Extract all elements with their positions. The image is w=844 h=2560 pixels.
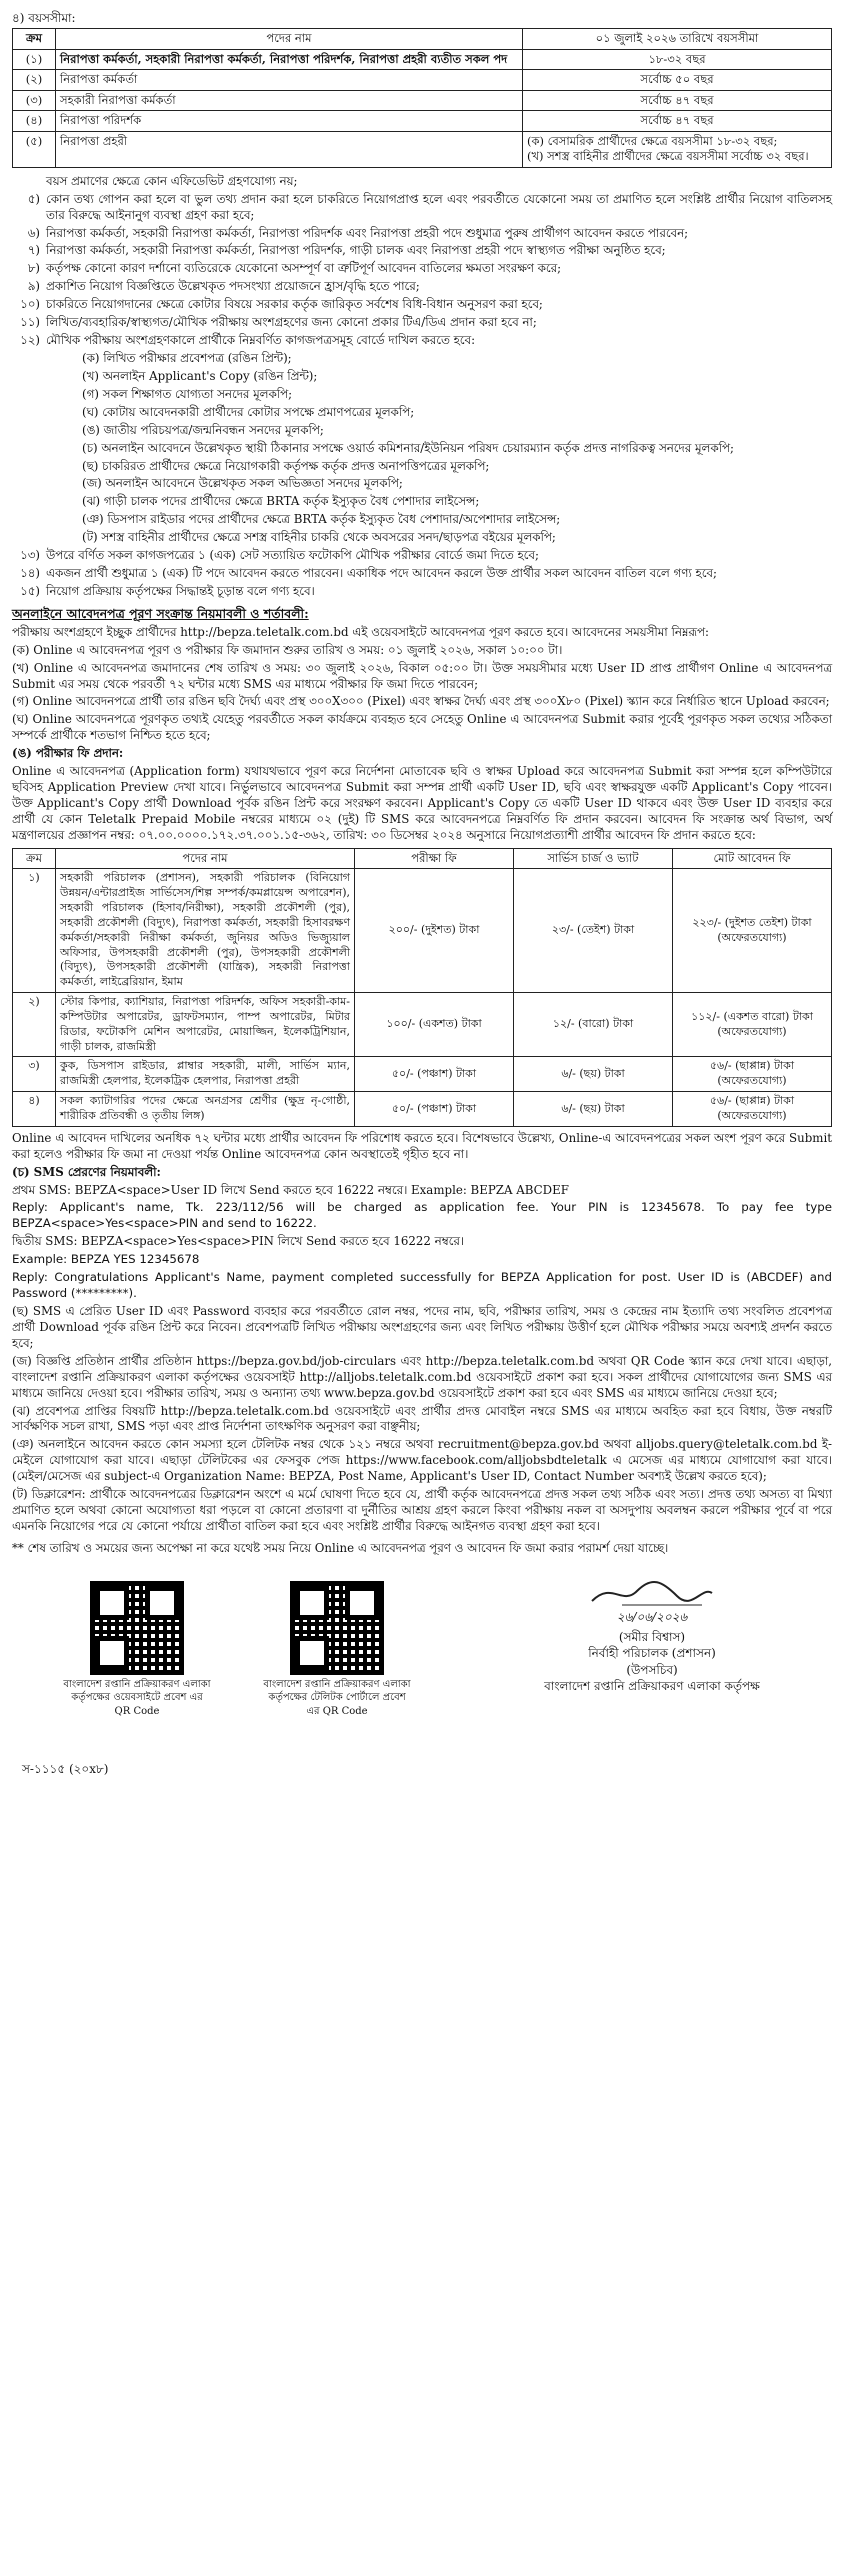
age-row: (২) নিরাপত্তা কর্মকর্তা সর্বোচ্চ ৫০ বছর bbox=[13, 70, 832, 91]
document-item: (ক) লিখিত পরীক্ষার প্রবেশপত্র (রঙিন প্রিন্ট); bbox=[82, 351, 292, 366]
qr-block-website bbox=[62, 1581, 212, 1719]
fee-text: Online এ আবেদনপত্র (Application form) যথাযথভাবে পূরণ করে নির্দেশনা মোতাবেক ছবি ও স্বাক্ষর Upload করে আবেদনপত্র Submit করা সম্পন্ন হলে কম্পিউটারে ছবিসহ Application Preview দেখা যাবে। নির্ভুলভাবে আবেদনপত্র Submit করা সম্পন্ন প্রার্থী একটি User ID, ছবি এবং স্বাক্ষরযুক্ত একটি Applicant's Copy পাবেন। উক্ত Applicant's Copy প্রার্থী Download পূর্বক রঙিন প্রিন্ট করে সংরক্ষণ করবেন। Applicant's Copy তে একটি User ID থাকবে এবং উক্ত User ID ব্যবহার করে প্রার্থী যে কোন Teletalk Prepaid Mobile নম্বরের মাধ্যমে ০২ (দুই) টি SMS করে আবেদনপত্রে নিম্নবর্ণিত ফি প্রদান করবেন। আবেদন ফি সংক্রান্ত অর্থ বিভাগ, অর্থ মন্ত্রণালয়ের প্রজ্ঞাপন নম্বর: ০৭.০০.০০০০.১৭২.৩৭.০০১.১৫-৩৬২, তারিখ: ৩০ ডিসেম্বর ২০২৪ অনুসারে নিয়োগপ্রত্যাশী প্রার্থীর আবেদন ফি প্রদান করতে হবে: bbox=[12, 764, 832, 842]
online-start-date: (ক) Online এ আবেদনপত্র পূরণ ও পরীক্ষার ফি জমাদান শুরুর তারিখ ও সময়: ০১ জুলাই ২০২৬, সকাল ১০:০০ টা। bbox=[12, 642, 563, 657]
sms-example-2: Example: BEPZA YES 12345678 bbox=[12, 1252, 200, 1267]
sms-rule-jha: (ঝ) প্রবেশপত্র প্রাপ্তির বিষয়টি http://bepza.teletalk.com.bd ওয়েবসাইটে এবং প্রার্থীর প্রদত্ত মোবাইল নম্বরে SMS এর মাধ্যমে অবহিত করা হবে বিধায়, উক্ত নম্বরটি সার্বক্ষণিক সচল রাখা, SMS পড়া এবং প্রাপ্ত নির্দেশনা তাৎক্ষণিক অনুসরণ করা বাঞ্ছনীয়; bbox=[12, 1403, 832, 1434]
advice-note: ** শেষ তারিখ ও সময়ের জন্য অপেক্ষা না করে যথেষ্ট সময় নিয়ে Online এ আবেদনপত্র পূরণ ও আবেদন ফি জমা করার পরামর্শ দেয়া যাচ্ছে। bbox=[12, 1540, 669, 1555]
condition-item: ৭) নিরাপত্তা কর্মকর্তা, সহকারী নিরাপত্তা কর্মকর্তা, নিরাপত্তা পরিদর্শক, গাড়ী চালক এবং নিরাপত্তা প্রহরী পদে স্বাস্থ্যগত পরীক্ষা অনুষ্ঠিত হবে; bbox=[27, 243, 666, 258]
conditions-list-2 bbox=[12, 548, 832, 600]
online-accuracy-rule: (ঘ) Online আবেদনপত্রে পূরণকৃত তথ্যই যেহেতু পরবর্তীতে সকল কার্যক্রমে ব্যবহৃত হবে সেহেতু Online এ আবেদনপত্র Submit করার পূর্বেই পূরণকৃত সকল তথ্যের সঠিকতা সম্পর্কে প্রার্থীকে শতভাগ নিশ্চিত হতে হবে; bbox=[12, 712, 832, 743]
condition-item: ৮) কর্তৃপক্ষ কোনো কারণ দর্শানো ব্যতিরেকে যেকোনো অসম্পূর্ণ বা ত্রুটিপূর্ণ আবেদন বাতিলের ক্ষমতা সংরক্ষণ করে; bbox=[27, 261, 562, 276]
document-item: (ঝ) গাড়ী চালক পদের প্রার্থীদের ক্ষেত্রে BRTA কর্তৃক ইস্যুকৃত বৈধ পেশাদার লাইসেন্স; bbox=[82, 494, 480, 509]
age-row: (৪) নিরাপত্তা পরিদর্শক সর্বোচ্চ ৪৭ বছর bbox=[13, 111, 832, 132]
age-row: (৩) সহকারী নিরাপত্তা কর্মকর্তা সর্বোচ্চ ৪৭ বছর bbox=[13, 90, 832, 111]
qr-code-icon[interactable] bbox=[290, 1581, 384, 1675]
sms-heading: (চ) SMS প্রেরণের নিয়মাবলী: bbox=[12, 1164, 161, 1179]
age-row: (১) নিরাপত্তা কর্মকর্তা, সহকারী নিরাপত্তা কর্মকর্তা, নিরাপত্তা পরিদর্শক, নিরাপত্তা প্রহরী ব্যতীত সকল পদ ১৮-৩২ বছর bbox=[13, 49, 832, 70]
document-item: (খ) অনলাইন Applicant's Copy (রঙিন প্রিন্ট); bbox=[82, 368, 318, 383]
condition-item: ৯) প্রকাশিত নিয়োগ বিজ্ঞপ্তিতে উল্লেখকৃত পদসংখ্যা প্রয়োজনে হ্রাস/বৃদ্ধি হতে পারে; bbox=[27, 279, 420, 294]
notice-page bbox=[12, 0, 832, 1781]
online-photo-rule: (গ) Online আবেদনপত্রে প্রার্থী তার রঙিন ছবি দৈর্ঘ্য এবং প্রস্থ ৩০০X৩০০ (Pixel) এবং স্বাক্ষর দৈর্ঘ্য এবং প্রস্থ ৩০০X৮০ (Pixel) স্ক্যান করে নির্ধারিত স্থানে Upload করবেন; bbox=[12, 694, 830, 709]
document-item: (ঘ) কোটায় আবেদনকারী প্রার্থীদের কোটার সপক্ষে প্রমাণপত্রের মূলকপি; bbox=[82, 404, 415, 419]
document-item: (ঙ) জাতীয় পরিচয়পত্র/জন্মনিবন্ধন সনদের মূলকপি; bbox=[82, 422, 324, 437]
fee-row: ৪) সকল ক্যাটাগরির পদের ক্ষেত্রে অনগ্রসর শ্রেণীর (ক্ষুদ্র নৃ-গোষ্ঠী, শারীরিক প্রতিবন্ধী ও তৃতীয় লিঙ্গ) ৫০/- (পঞ্চাশ) টাকা ৬/- (ছয়) টাকা ৫৬/- (ছাপ্পান্ন) টাকা (অফেরতযোগ্য) bbox=[13, 1092, 832, 1127]
fee-row: ২) স্টোর কিপার, ক্যাশিয়ার, নিরাপত্তা পরিদর্শক, অফিস সহকারী-কাম-কম্পিউটার অপারেটর, ড্রাফটসম্যান, পাম্প অপারেটর, মিটার রিডার, ফটোকপি মেশিন অপারেটর, মোয়াজ্জিন, ইলেকট্রিশিয়ান, গাড়ী চালক, রাজমিস্ত্রী ১০০/- (একশত) টাকা ১২/- (বারো) টাকা ১১২/- (একশত বারো) টাকা (অফেরতযোগ্য) bbox=[13, 993, 832, 1057]
signatory-name: (সমীর বিশ্বাস) bbox=[618, 1630, 686, 1645]
online-heading: অনলাইনে আবেদনপত্র পূরণ সংক্রান্ত নিয়মাবলী ও শর্তাবলী: bbox=[12, 605, 309, 621]
fee-table: ক্রম পদের নাম পরীক্ষা ফি সার্ভিস চার্জ ও ভ্যাট মোট আবেদন ফি ১) সহকারী পরিচালক (প্রশাসন), সহকারী পরিচালক (বিনিয়োগ উন্নয়ন/এন্টারপ্রাইজ সার্ভিসেস/শিল্প সম্পর্ক/কমপ্লায়েন্স অপারেশন), সহকারী পরিচালক (হিসাব/নিরীক্ষা), সহকারী প্রকৌশলী (পুর), সহকারী প্রকৌশলী (বিদ্যুৎ), নিরাপত্তা কর্মকর্তা, সহকারী হিসাবরক্ষণ কর্মকর্তা/সহকারী নিরীক্ষা কর্মকর্তা, জুনিয়র অডিও ভিজ্যুয়াল অফিসার, উপসহকারী প্রকৌশলী (পুর), উপসহকারী প্রকৌশলী (বিদ্যুৎ), উপসহকারী প্রকৌশলী (যান্ত্রিক), সহকারী নিরাপত্তা কর্মকর্তা, লাইব্রেরিয়ান, ইমাম ২০০/- (দুইশত) টাকা ২৩/- (তেইশ) টাকা ২২৩/- (দুইশত তেইশ) টাকা (অফেরতযোগ্য) ২) স্টোর কিপার, ক্যাশিয়ার, নিরাপত্তা পরিদর্শক, অফিস সহকারী-কাম-কম্পিউটার অপারেটর, ড্রাফটসম্যান, পাম্প অপারেটর, মিটার রিডার, ফটোকপি মেশিন অপারেটর, মোয়াজ্জিন, ইলেকট্রিশিয়ান, গাড়ী চালক, রাজমিস্ত্রী ১০০/- (একশত) টাকা ১২/- (বারো) টাকা ১১২/- (একশত বারো) টাকা (অফেরতযোগ্য) ৩) কুক, ডিসপাস রাইডার, প্লাম্বার সহকারী, মালী, সার্ভিস ম্যান, রাজমিস্ত্রী হেলপার, ইলেকট্রিক হেলপার, নিরাপত্তা প্রহরী ৫০/- (পঞ্চাশ) টাকা ৬/- (ছয়) টাকা ৫৬/- (ছাপ্পান্ন) টাকা (অফেরতযোগ্য) ৪) সকল ক্যাটাগরির পদের ক্ষেত্রে অনগ্রসর শ্রেণীর (ক্ষুদ্র নৃ-গোষ্ঠী, শারীরিক প্রতিবন্ধী ও তৃতীয় লিঙ্গ) ৫০/- (পঞ্চাশ) টাকা ৬/- (ছয়) টাকা ৫৬/- (ছাপ্পান্ন) টাকা (অফেরতযোগ্য) bbox=[12, 848, 832, 1127]
signatory-org: বাংলাদেশ রপ্তানি প্রক্রিয়াকরণ এলাকা কর্তৃপক্ষ bbox=[544, 1678, 760, 1693]
condition-item: ১৩) উপরে বর্ণিত সকল কাগজপত্রের ১ (এক) সেট সত্যায়িত ফটোকপি মৌখিক পরীক্ষার বোর্ডে জমা দিতে হবে; bbox=[20, 548, 539, 563]
condition-item: ১৪) একজন প্রার্থী শুধুমাত্র ১ (এক) টি পদে আবেদন করতে পারবেন। একাধিক পদে আবেদন করলে উক্ত প্রার্থীর সকল আবেদন বাতিল বলে গণ্য হবে; bbox=[20, 566, 717, 581]
condition-item: ১২) মৌখিক পরীক্ষায় অংশগ্রহণকালে প্রার্থীকে নিম্নবর্ণিত কাগজপত্রসমূহ বোর্ডে দাখিল করতে হবে: bbox=[20, 333, 476, 348]
age-th-no: ক্রম bbox=[13, 29, 56, 50]
qr-code-icon[interactable] bbox=[90, 1581, 184, 1675]
signature-date: ২৬/০৬/২০২৬ bbox=[616, 1610, 688, 1625]
signatory-rank: (উপসচিব) bbox=[626, 1662, 678, 1677]
fee-row: ১) সহকারী পরিচালক (প্রশাসন), সহকারী পরিচালক (বিনিয়োগ উন্নয়ন/এন্টারপ্রাইজ সার্ভিসেস/শিল্প সম্পর্ক/কমপ্লায়েন্স অপারেশন), সহকারী পরিচালক (হিসাব/নিরীক্ষা), সহকারী প্রকৌশলী (পুর), সহকারী প্রকৌশলী (বিদ্যুৎ), নিরাপত্তা কর্মকর্তা, সহকারী হিসাবরক্ষণ কর্মকর্তা/সহকারী নিরীক্ষা কর্মকর্তা, জুনিয়র অডিও ভিজ্যুয়াল অফিসার, উপসহকারী প্রকৌশলী (পুর), উপসহকারী প্রকৌশলী (বিদ্যুৎ), উপসহকারী প্রকৌশলী (যান্ত্রিক), সহকারী নিরাপত্তা কর্মকর্তা, লাইব্রেরিয়ান, ইমাম ২০০/- (দুইশত) টাকা ২৩/- (তেইশ) টাকা ২২৩/- (দুইশত তেইশ) টাকা (অফেরতযোগ্য) bbox=[13, 869, 832, 993]
condition-item: ১০) চাকরিতে নিয়োগদানের ক্ষেত্রে কোটার বিষয়ে সরকার কর্তৃক জারিকৃত সর্বশেষ বিধি-বিধান অনুসরণ করা হবে; bbox=[20, 297, 543, 312]
age-table bbox=[12, 28, 832, 168]
fee-after-text: Online এ আবেদন দাখিলের অনধিক ৭২ ঘন্টার মধ্যে প্রার্থীর আবেদন ফি পরিশোধ করতে হবে। বিশেষভাবে উল্লেখ্য, Online-এ আবেদনপত্রের সকল অংশ পূরণ করে Submit করা হলেও পরীক্ষার ফি জমা না দেওয়া পর্যন্ত Online আবেদনপত্র কোন অবস্থাতেই গৃহীত হবে না। bbox=[12, 1130, 832, 1161]
age-th-post: পদের নাম bbox=[56, 29, 523, 50]
signatory-title: নির্বাহী পরিচালক (প্রশাসন) bbox=[588, 1646, 716, 1661]
reference-number: স-১১১৫ (২০x৮) bbox=[22, 1761, 109, 1776]
sms-reply-2: Reply: Congratulations Applicant's Name, payment completed successfully for BEPZA Application for post. User ID is (ABCDEF) and Password (*********). bbox=[12, 1270, 832, 1301]
signature-block bbox=[502, 1571, 802, 1694]
age-th-age: ০১ জুলাই ২০২৬ তারিখে বয়সসীমা bbox=[523, 29, 832, 50]
sms-second: দ্বিতীয় SMS: BEPZA<space>Yes<space>PIN লিখে Send করতে হবে 16222 নম্বরে। bbox=[12, 1234, 465, 1249]
qr-caption-website: বাংলাদেশ রপ্তানি প্রক্রিয়াকরণ এলাকা কর্তৃপক্ষের ওয়েবসাইটে প্রবেশ এর QR Code bbox=[63, 1678, 211, 1717]
online-intro: পরীক্ষায় অংশগ্রহণে ইচ্ছুক প্রার্থীদের http://bepza.teletalk.com.bd এই ওয়েবসাইটে আবেদনপত্র পূরণ করতে হবে। আবেদনের সময়সীমা নিম্নরূপ: bbox=[12, 624, 709, 639]
age-section-title: ৪) বয়সসীমা: bbox=[12, 11, 76, 25]
declaration-text: (ট) ডিক্লারেশন: প্রার্থীকে আবেদনপত্রের ডিক্লারেশন অংশে এ মর্মে ঘোষণা দিতে হবে যে, প্রার্থী কর্তৃক আবেদনপত্রে প্রদত্ত সকল তথ্য সঠিক এবং সত্য। প্রদত্ত তথ্য অসত্য বা মিথ্যা প্রমাণিত হলে অথবা কোনো অযোগ্যতা ধরা পড়লে বা কোনো প্রতারণা বা দুর্নীতির আশ্রয় গ্রহণ করলে কিংবা পরীক্ষায় নকল বা অসদুপায় অবলম্বন করলে পরীক্ষার পূর্বে বা পরে এমনকি নিয়োগের পরে যে কোনো পর্যায়ে প্রার্থীতা বাতিল করা হবে এবং সংশ্লিষ্ট প্রার্থীর বিরুদ্ধে আইনগত ব্যবস্থা গ্রহণ করা হবে। bbox=[12, 1487, 832, 1533]
age-row: (৫) নিরাপত্তা প্রহরী (ক) বেসামরিক প্রার্থীদের ক্ষেত্রে বয়সসীমা ১৮-৩২ বছর; (খ) সশস্ত্র বাহিনীর প্রার্থীদের ক্ষেত্রে বয়সসীমা সর্বোচ্চ ৩২ বছর। bbox=[13, 131, 832, 167]
condition-item: ১১) লিখিত/ব্যবহারিক/স্বাস্থ্যগত/মৌখিক পরীক্ষায় অংশগ্রহণের জন্য কোনো প্রকার টিএ/ডিএ প্রদান করা হবে না; bbox=[20, 315, 537, 330]
signature-icon bbox=[582, 1571, 722, 1611]
qr-block-portal bbox=[262, 1581, 412, 1719]
sms-rule-ja: (জ) বিজ্ঞপ্তি প্রতিষ্ঠান প্রার্থীর প্রতিষ্ঠান https://bepza.gov.bd/job-circulars এবং http://bepza.teletalk.com.bd অথবা QR Code স্ক্যান করে দেখা যাবে। এছাড়া, বাংলাদেশ রপ্তানি প্রক্রিয়াকরণ এলাকা কর্তৃপক্ষের ওয়েবসাইট http://alljobs.teletalk.com.bd ওয়েবসাইটে প্রকাশ করা হবে। সকল প্রার্থীদের যোগাযোগের জন্য SMS এর মাধ্যমে জানিয়ে দেওয়া হবে। পরীক্ষার তারিখ, সময় ও অন্যান্য তথ্য www.bepza.gov.bd ওয়েবসাইটে প্রকাশ করা হবে এবং SMS এর মাধ্যমে জানিয়ে দেওয়া হবে; bbox=[12, 1353, 832, 1400]
sms-first: প্রথম SMS: BEPZA<space>User ID লিখে Send করতে হবে 16222 নম্বরে। Example: BEPZA ABCDEF bbox=[12, 1182, 569, 1197]
fee-row: ৩) কুক, ডিসপাস রাইডার, প্লাম্বার সহকারী, মালী, সার্ভিস ম্যান, রাজমিস্ত্রী হেলপার, ইলেকট্রিক হেলপার, নিরাপত্তা প্রহরী ৫০/- (পঞ্চাশ) টাকা ৬/- (ছয়) টাকা ৫৬/- (ছাপ্পান্ন) টাকা (অফেরতযোগ্য) bbox=[13, 1057, 832, 1092]
document-item: (গ) সকল শিক্ষাগত যোগ্যতা সনদের মূলকপি; bbox=[82, 386, 293, 401]
online-end-date: (খ) Online এ আবেদনপত্র জমাদানের শেষ তারিখ ও সময়: ৩০ জুলাই ২০২৬, বিকাল ০৫:০০ টা। উক্ত সময়সীমার মধ্যে User ID প্রাপ্ত প্রার্থীগণ Online এ আবেদনপত্র Submit এর সময় থেকে পরবর্তী ৭২ ঘন্টার মধ্যে SMS এর মাধ্যমে পরীক্ষার ফি জমা দিতে পারবেন; bbox=[12, 660, 832, 691]
condition-item: ৫) কোন তথ্য গোপন করা হলে বা ভুল তথ্য প্রদান করা হলে চাকরিতে নিয়োগপ্রাপ্ত হলে এবং পরবর্তীতে যেকোনো সময় তা প্রমাণিত হলে সংশ্লিষ্ট প্রার্থীর নিয়োগ বাতিলসহ তার বিরুদ্ধে আইনানুগ ব্যবস্থা গ্রহণ করা হবে; bbox=[27, 191, 832, 222]
sms-rule-cha: (ছ) SMS এ প্রেরিত User ID এবং Password ব্যবহার করে পরবর্তীতে রোল নম্বর, পদের নাম, ছবি, পরীক্ষার তারিখ, সময় ও কেন্দ্রের নাম ইত্যাদি তথ্য সংবলিত প্রবেশপত্র প্রার্থী Download পূর্বক রঙিন প্রিন্ট করে নিবেন। প্রবেশপত্রটি লিখিত পরীক্ষায় অংশগ্রহণের জন্য এবং লিখিত পরীক্ষায় উত্তীর্ণ হলে মৌখিক পরীক্ষার সময়ে অবশ্যই প্রদর্শন করতে হবে; bbox=[12, 1304, 832, 1350]
condition-item: বয়স প্রমাণের ক্ষেত্রে কোন এফিডেভিট গ্রহণযোগ্য নয়; bbox=[46, 173, 298, 188]
document-item: (ঞ) ডিসপাস রাইডার পদের প্রার্থীদের ক্ষেত্রে BRTA কর্তৃক ইস্যুকৃত বৈধ পেশাদার/অপেশাদার লাইসেন্স; bbox=[82, 512, 561, 527]
document-item: (ছ) চাকরিরত প্রার্থীদের ক্ষেত্রে নিয়োগকারী কর্তৃপক্ষ কর্তৃক প্রদত্ত অনাপত্তিপত্রের মূলকপি; bbox=[82, 458, 490, 473]
sms-rule-nya: (ঞ) অনলাইনে আবেদন করতে কোন সমস্যা হলে টেলিটক নম্বর থেকে ১২১ নম্বরে অথবা recruitment@bepza.gov.bd অথবা alljobs.query@teletalk.com.bd ই-মেইলে যোগাযোগ করা যাবে। এছাড়া টেলিটকের এর ফেসবুক পেজ https://www.facebook.com/alljobsbdteletalk এ মেসেজ এর মাধ্যমে যোগাযোগ করা যাবে। (মেইল/মেসেজ এর subject-এ Organization Name: BEPZA, Post Name, Applicant's User ID, Contact Number অবশ্যই উল্লেখ করতে হবে); bbox=[12, 1437, 832, 1484]
qr-caption-portal: বাংলাদেশ রপ্তানি প্রক্রিয়াকরণ এলাকা কর্তৃপক্ষের টেলিটক পোর্টালে প্রবেশ এর QR Code bbox=[263, 1678, 411, 1717]
document-item: (চ) অনলাইন আবেদনে উল্লেখকৃত স্থায়ী ঠিকানার সপক্ষে ওয়ার্ড কমিশনার/ইউনিয়ন পরিষদ চেয়ারম্যান কর্তৃক প্রদত্ত নাগরিকত্ব সনদের মূলকপি; bbox=[82, 440, 734, 455]
footer bbox=[12, 1571, 832, 1781]
sms-reply-1: Reply: Applicant's name, Tk. 223/112/56 will be charged as application fee. Your PIN is 12345678. To pay fee type BEPZA<space>Yes<space>PIN and send to 16222. bbox=[12, 1200, 832, 1231]
documents-list bbox=[12, 351, 832, 546]
fee-heading: (ঙ) পরীক্ষার ফি প্রদান: bbox=[12, 746, 124, 761]
document-item: (ট) সশস্ত্র বাহিনীর প্রার্থীদের ক্ষেত্রে সশস্ত্র বাহিনীর চাকরি থেকে অবসরের সনদ/ছাড়পত্র বইয়ের মূলকপি; bbox=[82, 530, 556, 545]
condition-item: ৬) নিরাপত্তা কর্মকর্তা, সহকারী নিরাপত্তা কর্মকর্তা, নিরাপত্তা পরিদর্শক এবং নিরাপত্তা প্রহরী পদে শুধুমাত্র পুরুষ প্রার্থীগণ আবেদন করতে পারবেন; bbox=[27, 225, 689, 240]
document-item: (জ) অনলাইন আবেদনে উল্লেখকৃত সকল অভিজ্ঞতা সনদের মূলকপি; bbox=[82, 476, 403, 491]
conditions-list bbox=[12, 174, 832, 349]
condition-item: ১৫) নিয়োগ প্রক্রিয়ায় কর্তৃপক্ষের সিদ্ধান্তই চূড়ান্ত বলে গণ্য হবে। bbox=[20, 584, 315, 598]
